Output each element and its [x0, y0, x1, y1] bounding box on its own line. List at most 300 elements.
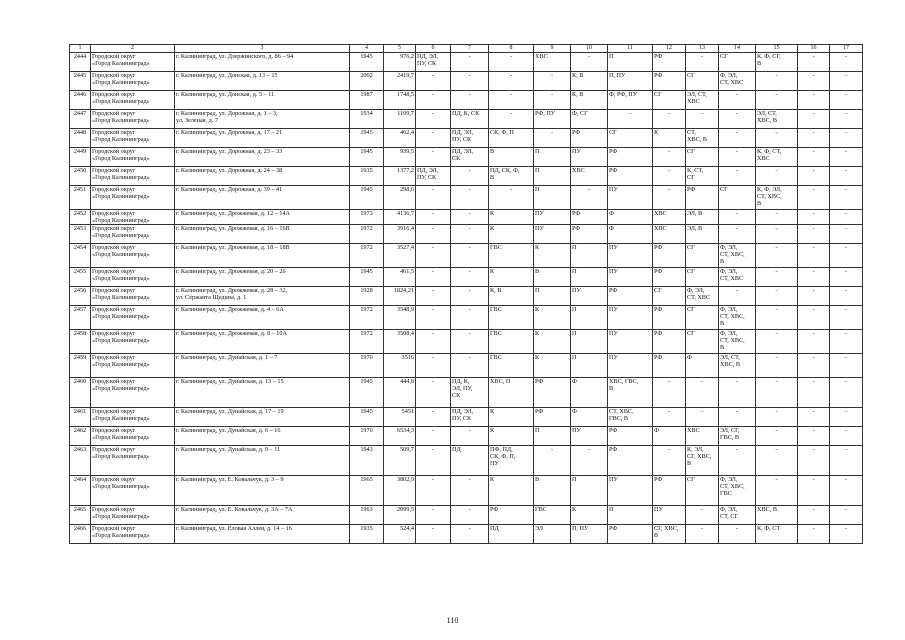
table-cell: г. Калининград, ул. Дрожжевая, д. 28 – 32, ул. Сержанта Щедина, д. 1: [175, 287, 350, 306]
table-cell: П, ПУ: [608, 72, 653, 91]
table-cell: -: [719, 287, 756, 306]
table-cell: П: [534, 167, 571, 186]
table-cell: РФ: [489, 506, 534, 525]
table-cell: -: [534, 72, 571, 91]
table-cell: -: [416, 91, 451, 110]
table-cell: П: [571, 268, 608, 287]
table-cell: -: [830, 287, 863, 306]
table-cell: 1963: [350, 506, 384, 525]
table-cell: -: [416, 476, 451, 506]
table-cell: -: [756, 129, 798, 148]
table-cell: -: [451, 506, 489, 525]
table-cell: СГ: [686, 148, 719, 167]
column-header: 15: [756, 45, 798, 53]
table-cell: г. Калининград, ул. Дунайская, д. 13 – 15: [175, 378, 350, 408]
table-cell: г. Калининград, ул. Дорожная, д. 23 – 33: [175, 148, 350, 167]
table-cell: -: [719, 446, 756, 476]
column-header: 12: [653, 45, 686, 53]
table-cell: 444,8: [384, 378, 416, 408]
table-cell: 3516: [384, 354, 416, 378]
table-row: [70, 408, 863, 427]
table-cell: ЭЛ, В: [686, 225, 719, 244]
table-cell: -: [719, 148, 756, 167]
table-cell: -: [416, 244, 451, 268]
table-row: [70, 129, 863, 148]
table-cell: П: [571, 476, 608, 506]
table-cell: Ф, ЭЛ, СТ, ХВС: [719, 72, 756, 91]
table-cell: В: [489, 148, 534, 167]
table-cell: -: [571, 53, 608, 72]
table-cell: -: [416, 446, 451, 476]
table-row: [70, 476, 863, 506]
table-cell: ГВС: [489, 306, 534, 330]
table-cell: ПУ: [608, 186, 653, 210]
table-cell: 1945: [350, 148, 384, 167]
table-cell: 2457: [70, 306, 91, 330]
table-cell: РФ: [608, 525, 653, 544]
table-cell: 1970: [350, 354, 384, 378]
table-cell: -: [830, 110, 863, 129]
table-cell: г. Калининград, ул. Е. Ковальчук, д. 3 – 9: [175, 476, 350, 506]
table-cell: -: [798, 506, 830, 525]
table-cell: -: [534, 91, 571, 110]
table-row: [70, 525, 863, 544]
table-cell: К, В: [571, 91, 608, 110]
table-cell: К, СТ, СГ: [686, 167, 719, 186]
column-header: 8: [489, 45, 534, 53]
table-cell: Ф, ЭЛ, СТ, ХВС: [686, 287, 719, 306]
table-cell: -: [756, 210, 798, 225]
table-cell: г. Калининград, ул. Дунайская, д. 9 – 11: [175, 446, 350, 476]
table-cell: ХВС: [571, 167, 608, 186]
table-cell: К: [653, 129, 686, 148]
table-cell: ПУ: [534, 225, 571, 244]
table-cell: ЭЛ, СГ, ГВС, В: [719, 427, 756, 446]
table-cell: -: [416, 378, 451, 408]
table-row: [70, 186, 863, 210]
table-cell: -: [653, 110, 686, 129]
table-cell: РФ: [608, 427, 653, 446]
table-row: [70, 427, 863, 446]
table-cell: ПД, ЭЛ, ПУ, СК: [451, 408, 489, 427]
column-header: 11: [608, 45, 653, 53]
table-cell: -: [534, 446, 571, 476]
table-cell: -: [798, 186, 830, 210]
table-cell: РФ, ПУ: [534, 110, 571, 129]
table-cell: -: [830, 446, 863, 476]
table-cell: -: [798, 91, 830, 110]
table-cell: К: [534, 244, 571, 268]
table-cell: -: [756, 476, 798, 506]
table-cell: П: [534, 287, 571, 306]
table-cell: г. Калининград, ул. Дрожжевая, д. 20 – 26: [175, 268, 350, 287]
table-cell: -: [686, 378, 719, 408]
table-cell: -: [416, 427, 451, 446]
table-cell: -: [830, 378, 863, 408]
table-cell: -: [719, 225, 756, 244]
table-cell: -: [756, 287, 798, 306]
table-cell: -: [798, 287, 830, 306]
table-cell: -: [756, 427, 798, 446]
table-cell: 461,5: [384, 268, 416, 287]
table-cell: Ф, ЭЛ, СТ, СГ: [719, 506, 756, 525]
table-cell: К, В: [571, 72, 608, 91]
table-cell: СГ, ХВС, В: [653, 525, 686, 544]
table-cell: -: [416, 330, 451, 354]
table-cell: -: [756, 330, 798, 354]
table-cell: РФ: [571, 210, 608, 225]
table-cell: Ф, ЭЛ, СТ, ХВС, В: [719, 306, 756, 330]
table-cell: г. Калининград, ул. Дунайская, д. 17 – 19: [175, 408, 350, 427]
table-cell: К, ЭЛ, СГ, ХВС, В: [686, 446, 719, 476]
table-cell: -: [451, 167, 489, 186]
column-header: 9: [534, 45, 571, 53]
table-cell: ПУ: [534, 210, 571, 225]
table-cell: -: [719, 91, 756, 110]
table-cell: РФ: [534, 408, 571, 427]
table-cell: 1934: [350, 110, 384, 129]
column-header: 6: [416, 45, 451, 53]
table-cell: ПД, К, ЭЛ, ПУ, СК: [451, 378, 489, 408]
table-cell: ПД, К, СК: [451, 110, 489, 129]
table-cell: г. Калининград, ул. Дзержинского, д. 86 – 94: [175, 53, 350, 72]
table-cell: -: [451, 268, 489, 287]
table-cell: -: [830, 186, 863, 210]
table-cell: 2451: [70, 186, 91, 210]
table-cell: ПУ: [608, 476, 653, 506]
table-cell: -: [719, 110, 756, 129]
table-cell: г. Калининград, ул. Дрожжевая, д. 12 – 14А: [175, 210, 350, 225]
table-cell: -: [756, 72, 798, 91]
table-cell: 2455: [70, 268, 91, 287]
table-cell: -: [756, 354, 798, 378]
table-cell: Ф: [571, 378, 608, 408]
table-cell: -: [719, 210, 756, 225]
table-cell: Городской округ «Город Калининград»: [91, 110, 175, 129]
table-cell: Городской округ «Город Калининград»: [91, 506, 175, 525]
table-cell: 1945: [350, 408, 384, 427]
table-cell: РФ: [571, 129, 608, 148]
table-cell: -: [416, 129, 451, 148]
table-cell: -: [451, 210, 489, 225]
column-header: 4: [350, 45, 384, 53]
table-cell: -: [830, 148, 863, 167]
table-cell: РФ: [534, 378, 571, 408]
table-cell: -: [416, 186, 451, 210]
table-cell: К: [571, 506, 608, 525]
table-cell: ПУ: [571, 287, 608, 306]
table-cell: Ф: [653, 427, 686, 446]
table-cell: СГ: [719, 186, 756, 210]
table-cell: -: [686, 408, 719, 427]
table-cell: -: [798, 225, 830, 244]
table-cell: 1972: [350, 225, 384, 244]
table-cell: Городской округ «Город Калининград»: [91, 354, 175, 378]
table-cell: ЭЛ, СТ, ХВС, В: [719, 354, 756, 378]
table-cell: г. Калининград, ул. Дрожжевая, д. 18 – 18В: [175, 244, 350, 268]
table-cell: Ф, РФ, ПУ: [608, 91, 653, 110]
table-cell: Городской округ «Город Калининград»: [91, 287, 175, 306]
table-cell: -: [798, 525, 830, 544]
table-cell: ПУ: [571, 427, 608, 446]
table-cell: ПУ: [571, 148, 608, 167]
column-header: 7: [451, 45, 489, 53]
column-header: 16: [798, 45, 830, 53]
table-cell: -: [830, 506, 863, 525]
table-cell: РФ: [608, 148, 653, 167]
table-cell: -: [830, 210, 863, 225]
table-cell: -: [416, 287, 451, 306]
table-row: [70, 354, 863, 378]
table-cell: -: [489, 72, 534, 91]
table-cell: -: [830, 53, 863, 72]
table-cell: П: [571, 354, 608, 378]
table-cell: -: [830, 330, 863, 354]
table-cell: -: [416, 525, 451, 544]
table-cell: -: [451, 476, 489, 506]
table-cell: К, Ф, СТ: [756, 525, 798, 544]
table-cell: -: [830, 129, 863, 148]
table-cell: 2447: [70, 110, 91, 129]
table-cell: РФ: [608, 287, 653, 306]
table-row: [70, 148, 863, 167]
table-row: [70, 225, 863, 244]
table-cell: СГ: [719, 53, 756, 72]
column-header: 5: [384, 45, 416, 53]
table-cell: 1935: [350, 525, 384, 544]
table-cell: РФ: [653, 244, 686, 268]
page-number: 110: [446, 616, 459, 625]
table-cell: -: [830, 408, 863, 427]
table-cell: СГ: [686, 476, 719, 506]
table-cell: -: [416, 268, 451, 287]
table-cell: -: [489, 186, 534, 210]
table-cell: -: [798, 408, 830, 427]
table-cell: Городской округ «Город Калининград»: [91, 186, 175, 210]
table-cell: 1943: [350, 446, 384, 476]
table-cell: 2460: [70, 378, 91, 408]
table-cell: Городской округ «Город Калининград»: [91, 210, 175, 225]
table-cell: 6534,3: [384, 427, 416, 446]
table-cell: -: [416, 408, 451, 427]
table-cell: 2453: [70, 225, 91, 244]
table-cell: -: [830, 306, 863, 330]
table-cell: -: [830, 91, 863, 110]
table-cell: П, ПУ: [571, 525, 608, 544]
table-cell: 1377,2: [384, 167, 416, 186]
table-cell: СГ: [686, 72, 719, 91]
table-cell: -: [798, 110, 830, 129]
table-cell: РФ: [653, 476, 686, 506]
table-cell: 1928: [350, 287, 384, 306]
table-row: [70, 210, 863, 225]
table-cell: ПУ: [608, 330, 653, 354]
table-cell: 2464: [70, 476, 91, 506]
table-cell: -: [451, 427, 489, 446]
table-cell: 3916,4: [384, 225, 416, 244]
table-cell: г. Калининград, ул. Дунайская, д. 6 – 16: [175, 427, 350, 446]
table-cell: В: [534, 268, 571, 287]
table-cell: Ф: [571, 408, 608, 427]
table-cell: -: [756, 306, 798, 330]
table-cell: -: [719, 167, 756, 186]
table-cell: СГ: [686, 244, 719, 268]
table-cell: РФ: [653, 330, 686, 354]
table-cell: ПД, ЭЛ, ПУ, СК: [451, 129, 489, 148]
table-cell: Ф, ЭЛ, СТ, ХВС, В: [719, 244, 756, 268]
table-row: [70, 446, 863, 476]
table-cell: -: [719, 378, 756, 408]
table-cell: 1987: [350, 91, 384, 110]
table-cell: П: [608, 506, 653, 525]
table-cell: -: [653, 378, 686, 408]
table-cell: -: [830, 167, 863, 186]
column-header: 1: [70, 45, 91, 53]
table-cell: -: [798, 330, 830, 354]
table-row: [70, 287, 863, 306]
table-cell: -: [830, 268, 863, 287]
table-cell: 1945: [350, 268, 384, 287]
table-cell: -: [489, 91, 534, 110]
table-cell: СТ, ХВС, В: [686, 129, 719, 148]
table-cell: -: [798, 148, 830, 167]
table-cell: -: [686, 506, 719, 525]
table-cell: 5451: [384, 408, 416, 427]
table-cell: Ф: [686, 354, 719, 378]
table-cell: РФ: [608, 167, 653, 186]
table-cell: 2449: [70, 148, 91, 167]
table-cell: 2462: [70, 427, 91, 446]
table-cell: -: [756, 225, 798, 244]
table-cell: 1945: [350, 53, 384, 72]
table-cell: П: [534, 186, 571, 210]
table-cell: РФ: [653, 306, 686, 330]
table-cell: 2459: [70, 354, 91, 378]
table-cell: РФ: [686, 186, 719, 210]
table-row: [70, 268, 863, 287]
table-cell: 1824,21: [384, 287, 416, 306]
table-cell: -: [534, 129, 571, 148]
table-cell: К, Ф, ЭЛ, СТ, ХВС, В: [756, 186, 798, 210]
table-cell: К: [489, 268, 534, 287]
table-cell: -: [416, 210, 451, 225]
table-cell: Городской округ «Город Калининград»: [91, 268, 175, 287]
table-row: [70, 244, 863, 268]
table-cell: -: [756, 378, 798, 408]
table-cell: ГВС: [489, 354, 534, 378]
table-cell: Ф: [608, 225, 653, 244]
table-cell: К: [489, 476, 534, 506]
table-cell: В: [534, 476, 571, 506]
table-cell: -: [798, 476, 830, 506]
table-cell: 1970: [350, 427, 384, 446]
table-cell: 2465: [70, 506, 91, 525]
table-cell: ПФ, ПД, СК, Ф, П, ПУ: [489, 446, 534, 476]
table-cell: П: [571, 330, 608, 354]
table-cell: РФ: [653, 72, 686, 91]
table-cell: 3548,9: [384, 306, 416, 330]
table-cell: -: [451, 225, 489, 244]
table-cell: 2461: [70, 408, 91, 427]
table-cell: -: [686, 53, 719, 72]
table-cell: -: [830, 476, 863, 506]
table-cell: -: [756, 446, 798, 476]
table-cell: 2445: [70, 72, 91, 91]
table-cell: 462,4: [384, 129, 416, 148]
table-cell: -: [416, 110, 451, 129]
table-cell: СГ: [686, 306, 719, 330]
table-cell: ГВС: [489, 244, 534, 268]
table-cell: Городской округ «Город Калининград»: [91, 525, 175, 544]
table-cell: -: [451, 186, 489, 210]
table-cell: К: [489, 427, 534, 446]
table-cell: СГ: [608, 129, 653, 148]
table-cell: -: [451, 72, 489, 91]
table-cell: -: [686, 525, 719, 544]
table-row: [70, 306, 863, 330]
table-cell: -: [830, 354, 863, 378]
column-header: 2: [91, 45, 175, 53]
table-cell: -: [451, 354, 489, 378]
table-cell: 2452: [70, 210, 91, 225]
registry-table-container: [69, 44, 863, 544]
table-cell: РФ: [608, 446, 653, 476]
table-cell: ХВС: [653, 210, 686, 225]
table-cell: Ф, ЭЛ, СТ, ХВС, ГВС: [719, 476, 756, 506]
table-cell: Городской округ «Город Калининград»: [91, 148, 175, 167]
table-cell: Городской округ «Город Калининград»: [91, 129, 175, 148]
column-header: 3: [175, 45, 350, 53]
table-cell: -: [798, 306, 830, 330]
table-cell: -: [830, 427, 863, 446]
table-cell: Ф: [608, 210, 653, 225]
table-cell: РФ: [571, 225, 608, 244]
table-cell: СК, Ф, П: [489, 129, 534, 148]
table-row: [70, 91, 863, 110]
table-cell: Городской округ «Город Калининград»: [91, 244, 175, 268]
table-cell: СГ: [653, 287, 686, 306]
table-cell: -: [451, 525, 489, 544]
table-cell: -: [756, 408, 798, 427]
table-cell: 2099,5: [384, 506, 416, 525]
table-cell: 1965: [350, 476, 384, 506]
table-cell: г. Калининград, ул. Дунайская, д. 1 – 7: [175, 354, 350, 378]
table-cell: 2446: [70, 91, 91, 110]
table-cell: ХВС: [534, 53, 571, 72]
column-header: 17: [830, 45, 863, 53]
table-cell: -: [416, 72, 451, 91]
housing-registry-table: [69, 44, 863, 544]
table-cell: РФ: [653, 268, 686, 287]
table-cell: г. Калининград, ул. Дорожная, д. 17 – 21: [175, 129, 350, 148]
table-cell: -: [798, 210, 830, 225]
table-cell: Городской округ «Город Калининград»: [91, 306, 175, 330]
table-cell: ЭЛ, СТ, ХВС: [686, 91, 719, 110]
table-cell: -: [830, 72, 863, 91]
table-cell: -: [451, 91, 489, 110]
table-cell: г. Калининград, ул. Дорожная, д. 39 – 41: [175, 186, 350, 210]
table-cell: 1972: [350, 330, 384, 354]
table-cell: Городской округ «Город Калининград»: [91, 408, 175, 427]
table-cell: -: [451, 244, 489, 268]
table-cell: 524,4: [384, 525, 416, 544]
table-cell: СТ, ХВС, ГВС, В: [608, 408, 653, 427]
table-cell: 1945: [350, 129, 384, 148]
table-cell: 2454: [70, 244, 91, 268]
table-cell: ЭЛ, В: [686, 210, 719, 225]
table-cell: К: [489, 210, 534, 225]
table-cell: -: [830, 244, 863, 268]
